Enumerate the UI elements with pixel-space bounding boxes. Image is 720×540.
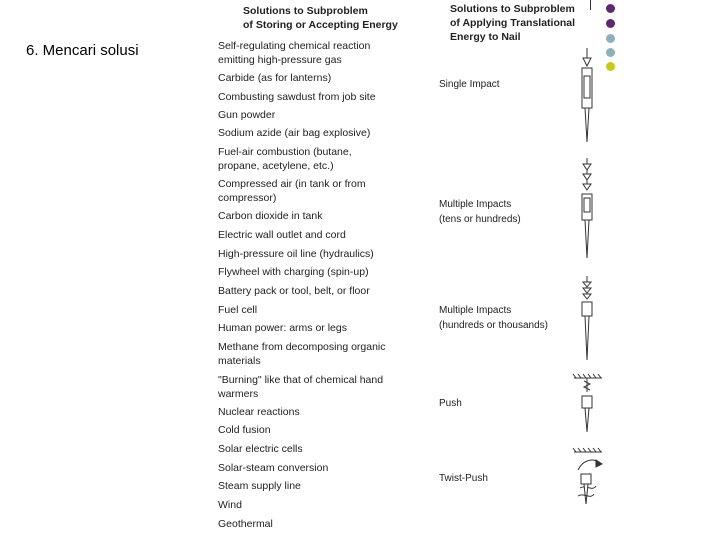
decor-dot bbox=[606, 19, 615, 28]
applying-header: Solutions to Subproblem of Applying Translational Energy to Nail bbox=[450, 3, 576, 43]
decor-dot bbox=[606, 48, 615, 57]
list-item: Sodium azide (air bag explosive) bbox=[218, 127, 371, 139]
multiple-impacts-tens-drawing bbox=[582, 158, 592, 258]
apply-label-multiple-impacts-tens: Multiple Impacts (tens or hundreds) bbox=[439, 199, 521, 225]
decor-dot bbox=[606, 62, 615, 71]
list-item: Fuel cell bbox=[218, 304, 258, 316]
divider-line bbox=[590, 0, 591, 10]
list-item: Solar-steam conversion bbox=[218, 462, 329, 474]
list-item: Wind bbox=[218, 499, 242, 511]
list-item: Nuclear reactions bbox=[218, 406, 300, 418]
list-item: Fuel-air combustion (butane, propane, acetylene, etc.) bbox=[218, 146, 352, 172]
list-item: Steam supply line bbox=[218, 480, 301, 492]
list-item: Compressed air (in tank or from compressor) bbox=[218, 178, 366, 204]
decorative-dots bbox=[604, 0, 618, 80]
apply-label-push: Push bbox=[439, 398, 462, 409]
list-item: Carbon dioxide in tank bbox=[218, 210, 323, 222]
list-item: Combusting sawdust from job site bbox=[218, 91, 376, 103]
list-item: Flywheel with charging (spin-up) bbox=[218, 266, 369, 278]
apply-label-single-impact: Single Impact bbox=[439, 79, 500, 90]
apply-label-twist-push: Twist-Push bbox=[439, 473, 488, 484]
list-item: High-pressure oil line (hydraulics) bbox=[218, 248, 374, 260]
list-item: Gun powder bbox=[218, 109, 276, 121]
list-item: Human power: arms or legs bbox=[218, 322, 347, 334]
multiple-impacts-hundreds-drawing bbox=[582, 276, 592, 360]
apply-label-multiple-impacts-hundreds: Multiple Impacts (hundreds or thousands) bbox=[439, 305, 548, 331]
list-item: Electric wall outlet and cord bbox=[218, 229, 346, 241]
list-item: Solar electric cells bbox=[218, 443, 303, 455]
single-impact-drawing bbox=[582, 48, 592, 142]
nail-drawings bbox=[560, 40, 610, 540]
list-item: Geothermal bbox=[218, 518, 273, 530]
list-item: Cold fusion bbox=[218, 424, 271, 436]
list-item: Carbide (as for lanterns) bbox=[218, 72, 332, 84]
storing-header: Solutions to Subproblem of Storing or Accepting Energy bbox=[243, 5, 398, 31]
list-item: Battery pack or tool, belt, or floor bbox=[218, 285, 370, 297]
decor-dot bbox=[606, 34, 615, 43]
decor-dot bbox=[606, 4, 615, 13]
push-drawing bbox=[573, 374, 602, 432]
slide-label: 6. Mencari solusi bbox=[26, 42, 139, 59]
twist-push-drawing bbox=[573, 448, 602, 504]
list-item: "Burning" like that of chemical hand warmers bbox=[218, 374, 384, 400]
list-item: Self-regulating chemical reaction emitting high-pressure gas bbox=[218, 40, 371, 66]
list-item: Methane from decomposing organic materials bbox=[218, 341, 386, 367]
